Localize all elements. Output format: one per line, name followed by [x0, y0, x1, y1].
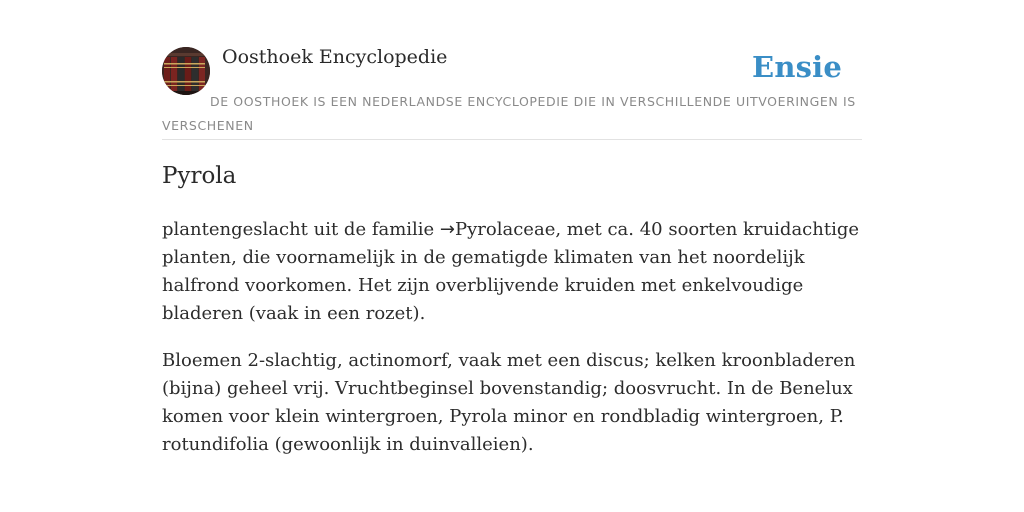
site-tagline: DE OOSTHOEK IS EEN NEDERLANDSE ENCYCLOPEDIE DIE IN VERSCHILLENDE UITVOERINGEN IS VERSCHENEN [162, 94, 856, 133]
article-paragraph-2: Bloemen 2-slachtig, actinomorf, vaak met een discus; kelken kroonbladeren (bijna) geheel vrij. Vruchtbeginsel bovenstandig; doosvrucht. In de Benelux komen voor klein wintergroen, Pyrola minor en rondbladig wintergroen, P. rotundifolia (gewoonlijk in duinvalleien). [162, 350, 856, 455]
paragraph-text: , met ca. 40 soorten kruidachtige planten, die voornamelijk in de gematigde klimaten van het noordelijk halfrond voorkomen. Het zijn overblijvende kruiden met enkelvoudige bladeren (vaak in een rozet). [162, 219, 860, 324]
article-paragraph-1 [162, 216, 862, 328]
site-name[interactable]: Oosthoek Encyclopedie [222, 46, 448, 68]
paragraph-text: plantengeslacht uit de familie [162, 219, 440, 240]
header [162, 0, 862, 140]
brand-logo[interactable]: Ensie [752, 50, 842, 84]
page-container [162, 0, 862, 455]
pyrolaceae-link[interactable]: Pyrolaceae [455, 219, 556, 240]
link-arrow-icon: → [439, 219, 456, 240]
encyclopedia-books-icon[interactable] [162, 47, 210, 95]
article-title: Pyrola [162, 163, 237, 189]
